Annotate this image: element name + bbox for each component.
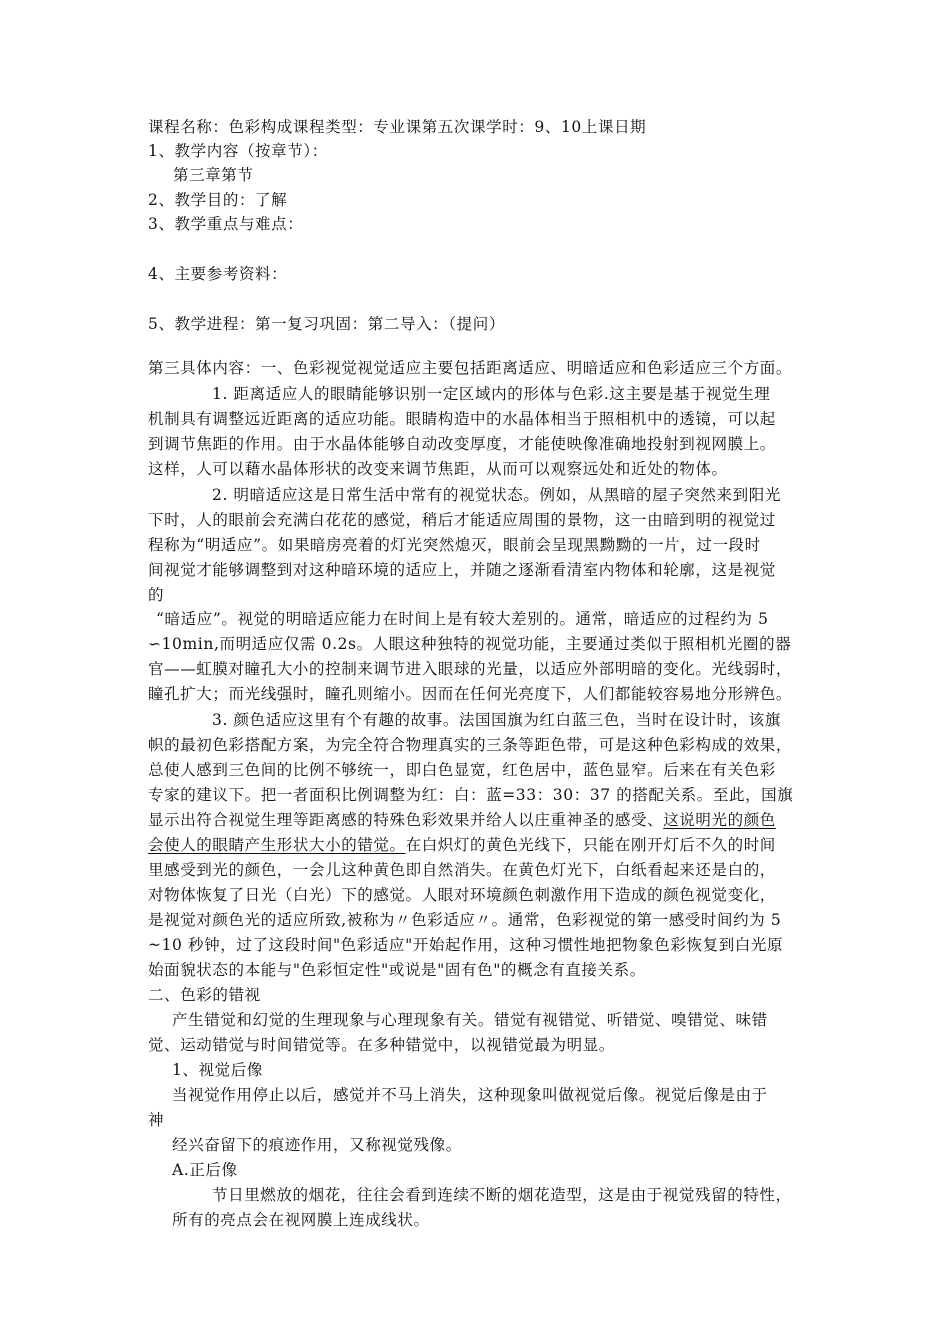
section-heading: 二、色彩的错视	[148, 986, 261, 1004]
paragraph-line: 间视觉才能够调整到对这种暗环境的适应上，并随之逐渐看清室内物体和轮廓，这是视觉	[148, 561, 776, 579]
paragraph-line: 产生错觉和幻觉的生理现象与心理现象有关。错觉有视错觉、听错觉、嗅错觉、味错	[172, 1011, 768, 1029]
paragraph-line: 专家的建议下。把一者面积比例调整为红：白：蓝=33：30：37 的搭配关系。至此，国旗	[148, 786, 794, 804]
paragraph-line: 3. 颜色适应这里有个有趣的故事。法国国旗为红白蓝三色，当时在设计时，该旗	[212, 711, 781, 729]
section-2: 2、教学目的：了解	[148, 191, 288, 209]
paragraph-line: ∽10min,而明适应仅需 0.2s。人眼这种独特的视觉功能，主要通过类似于照相机光圈的器	[148, 635, 792, 653]
paragraph-line: ~10 秒钟，过了这段时间"色彩适应"开始起作用，这种习惯性地把物象色彩恢复到白光原	[148, 936, 784, 954]
section-3: 3、教学重点与难点：	[148, 215, 304, 233]
paragraph-line: 所有的亮点会在视网膜上连成线状。	[172, 1211, 430, 1229]
paragraph-line: 对物体恢复了日光（白光）下的感觉。人眼对环境颜色刺激作用下造成的颜色视觉变化，	[148, 886, 776, 904]
subsection-heading: A.正后像	[172, 1161, 238, 1179]
paragraph-line: 这样，人可以藉水晶体形状的改变来调节焦距，从而可以观察远处和近处的物体。	[148, 460, 728, 478]
section-4: 4、主要参考资料：	[148, 265, 288, 283]
section-5: 5、教学进程：第一复习巩固：第二导入：（提问）	[148, 315, 505, 333]
paragraph-line: 1. 距离适应人的眼睛能够识别一定区域内的形体与色彩.这主要是基于视觉生理	[212, 385, 771, 403]
paragraph-line: 到调节焦距的作用。由于水晶体能够自动改变厚度，才能使映像准确地投射到视网膜上。	[148, 435, 776, 453]
paragraph-line: 2. 明暗适应这是日常生活中常有的视觉状态。例如，从黑暗的屋子突然来到阳光	[212, 486, 781, 504]
paragraph-line: 觉、运动错觉与时间错觉等。在多种错觉中，以视错觉最为明显。	[148, 1036, 615, 1054]
content-intro: 第三具体内容：一、色彩视觉视觉适应主要包括距离适应、明暗适应和色彩适应三个方面。	[148, 359, 793, 377]
paragraph-line: 经兴奋留下的痕迹作用，又称视觉残像。	[172, 1136, 462, 1154]
paragraph-line: 里感受到光的颜色，一会儿这种黄色即自然消失。在黄色灯光下，白纸看起来还是白的，	[148, 861, 776, 879]
section-1-heading: 1、教学内容（按章节）：	[148, 142, 328, 160]
paragraph-line: 节日里燃放的烟花，往往会看到连续不断的烟花造型，这是由于视觉残留的特性，	[212, 1186, 792, 1204]
paragraph-line: 当视觉作用停止以后，感觉并不马上消失，这种现象叫做视觉后像。视觉后像是由于	[172, 1086, 768, 1104]
paragraph-line: 下时，人的眼前会充满白花花的感觉，稍后才能适应周围的景物，这一由暗到明的视觉过	[148, 511, 776, 529]
paragraph-line: “暗适应”。视觉的明暗适应能力在时间上是有较大差别的。通常，暗适应的过程约为 5	[156, 610, 769, 628]
subsection-heading: 1、视觉后像	[172, 1061, 263, 1079]
course-header: 课程名称：色彩构成课程类型：专业课第五次课学时：9、10上课日期	[148, 118, 647, 136]
paragraph-line: 神	[148, 1111, 165, 1129]
section-1-body: 第三章第节	[173, 166, 254, 184]
paragraph-text: 显示出符合视觉生理等距离感的特殊色彩效果并给人以庄重神圣的感受、	[148, 811, 664, 829]
paragraph-line: 瞳孔扩大；而光线强时，瞳孔则缩小。因而在任何光亮度下，人们都能较容易地分形辨色。	[148, 685, 793, 703]
paragraph-line: 始面貌状态的本能与"色彩恒定性"或说是"固有色"的概念有直接关系。	[148, 961, 646, 979]
paragraph-line: 的	[148, 586, 165, 604]
paragraph-text: 在白炽灯的黄色光线下，只能在刚开灯后不久的时间	[405, 836, 776, 854]
paragraph-line: 程称为“明适应”。如果暗房亮着的灯光突然熄灭，眼前会呈现黑黝黝的一片，过一段时	[148, 536, 761, 554]
paragraph-line	[148, 834, 776, 856]
paragraph-line	[148, 809, 776, 831]
paragraph-line: 官——虹膜对瞳孔大小的控制来调节进入眼球的光量，以适应外部明暗的变化。光线弱时，	[148, 660, 793, 678]
paragraph-line: 机制具有调整远近距离的适应功能。眼睛构造中的水晶体相当于照相机中的透镜，可以起	[148, 410, 776, 428]
underlined-text: 会使人的眼睛产生形状大小的错觉。	[148, 836, 406, 854]
paragraph-line: 总使人感到三色间的比例不够统一，即白色显宽，红色居中，蓝色显窄。后来在有关色彩	[148, 761, 776, 779]
paragraph-line: 是视觉对颜色光的适应所致,被称为〃色彩适应〃。通常，色彩视觉的第一感受时间约为 5	[148, 911, 782, 929]
underlined-text: 这说明光的颜色	[663, 811, 776, 829]
paragraph-line: 帜的最初色彩搭配方案，为完全符合物理真实的三条等距色带，可是这种色彩构成的效果，	[148, 736, 793, 754]
